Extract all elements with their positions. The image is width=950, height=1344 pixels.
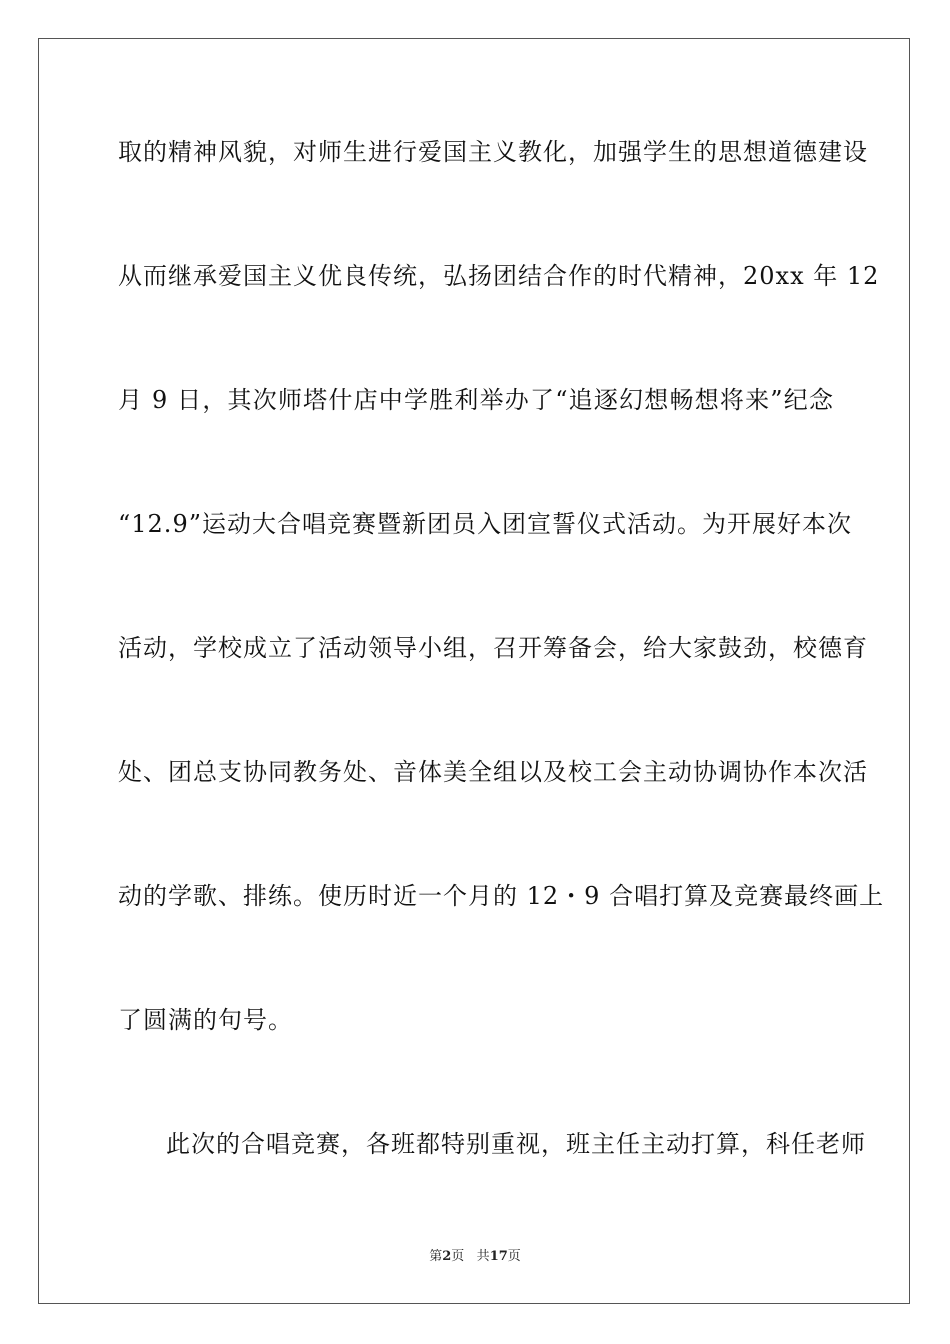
body-text-line-2: 从而继承爱国主义优良传统，弘扬团结合作的时代精神，20xx 年 12 — [118, 262, 880, 290]
body-text-line-6: 处、团总支协同教务处、音体美全组以及校工会主动协调协作本次活 — [118, 758, 868, 786]
footer-page-prefix: 第 — [429, 1249, 443, 1264]
page-footer — [0, 1248, 950, 1266]
body-text-line-9: 此次的合唱竞赛，各班都特别重视，班主任主动打算，科任老师 — [166, 1130, 866, 1158]
footer-total-suffix: 页 — [507, 1249, 521, 1264]
footer-total-pages: 17 — [489, 1249, 508, 1264]
footer-total-prefix: 共 — [476, 1249, 490, 1264]
body-text-line-4: “12.9”运动大合唱竞赛暨新团员入团宣誓仪式活动。为开展好本次 — [118, 510, 852, 538]
footer-page-number: 2 — [442, 1249, 452, 1264]
body-text-line-5: 活动，学校成立了活动领导小组，召开筹备会，给大家鼓劲，校德育 — [118, 634, 868, 662]
body-text-line-7: 动的学歌、排练。使历时近一个月的 12・9 合唱打算及竞赛最终画上 — [118, 882, 885, 910]
body-text-line-1: 取的精神风貌，对师生进行爱国主义教化，加强学生的思想道德建设 — [118, 138, 868, 166]
body-text-line-8: 了圆满的句号。 — [118, 1006, 293, 1034]
footer-page-suffix: 页 — [451, 1249, 465, 1264]
page-border — [38, 38, 910, 1304]
body-text-line-3: 月 9 日，其次师塔什店中学胜利举办了“追逐幻想畅想将来”纪念 — [118, 386, 834, 414]
